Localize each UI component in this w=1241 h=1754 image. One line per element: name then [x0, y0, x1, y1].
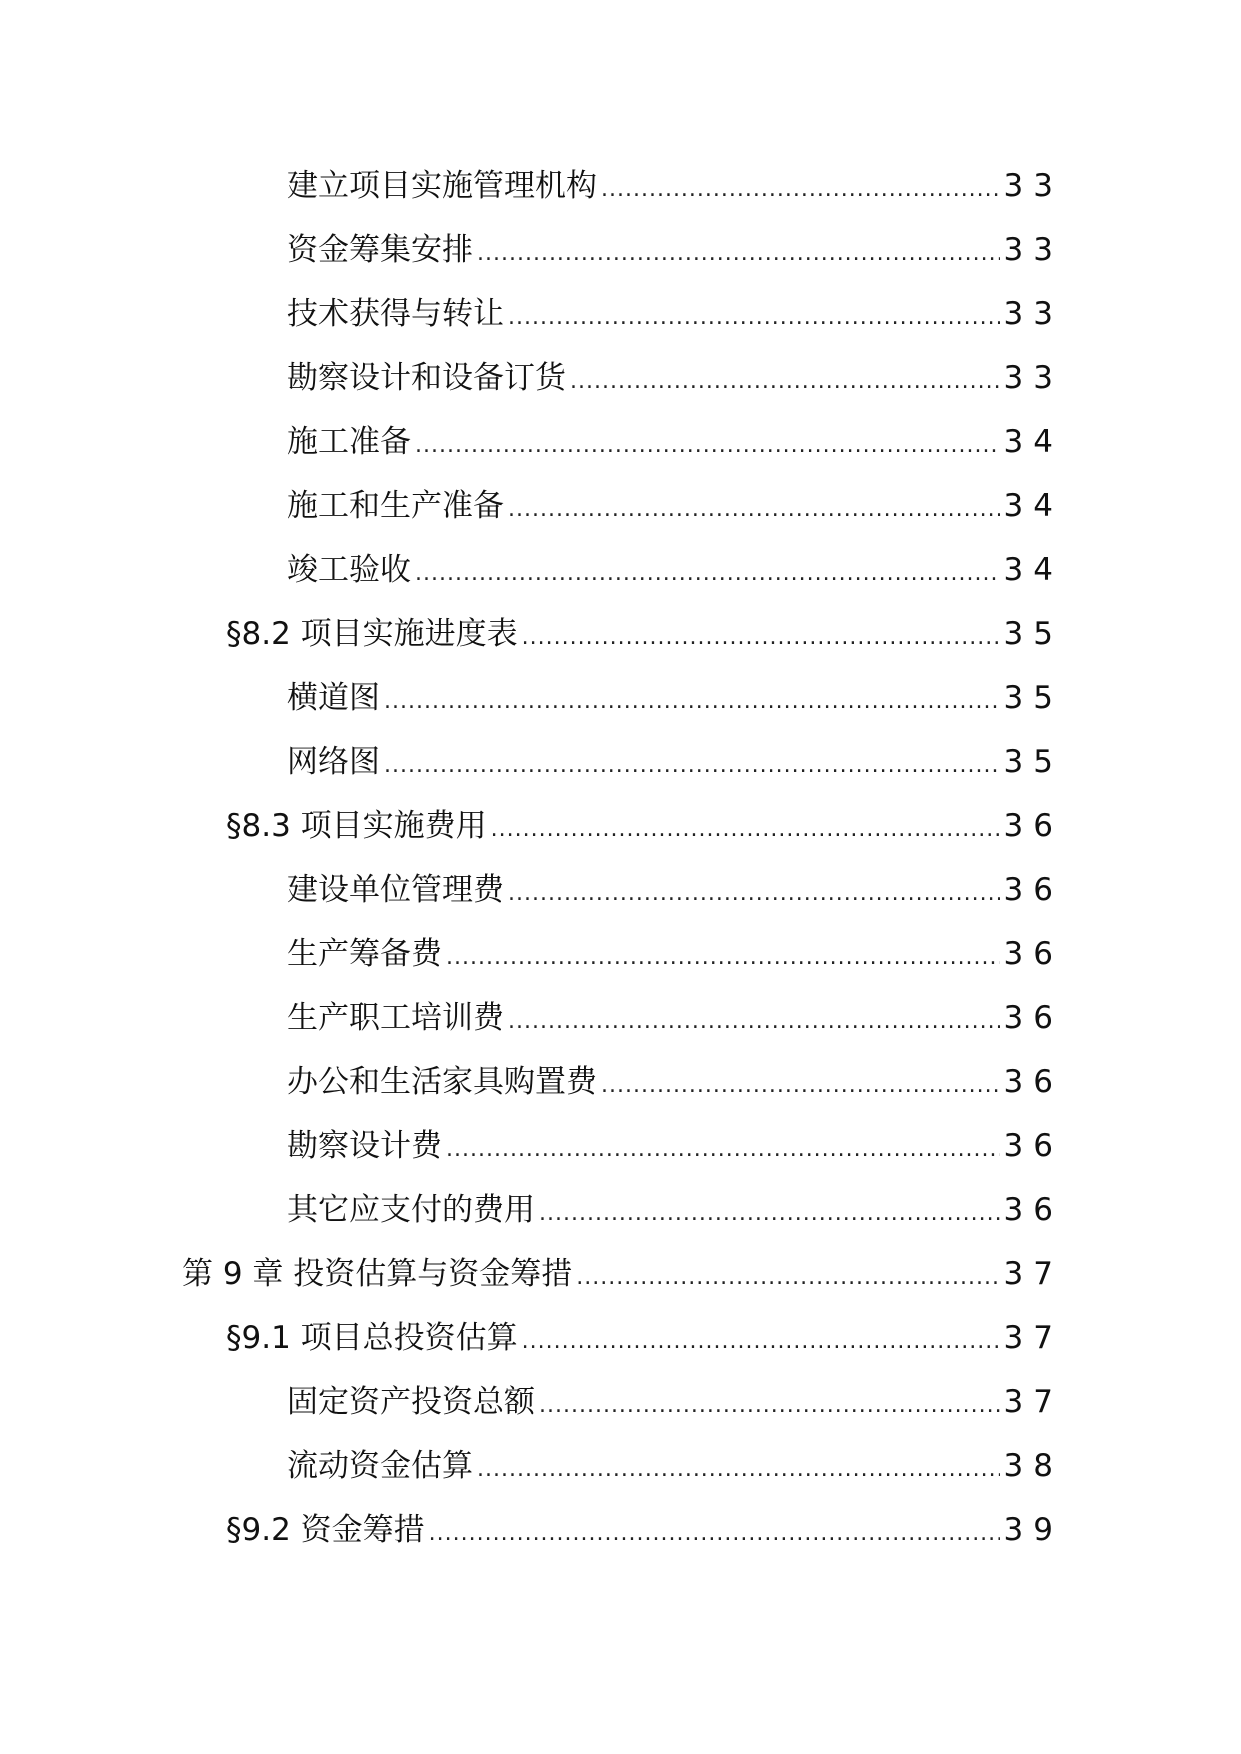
toc-dot-leader: [522, 618, 1000, 658]
toc-page-number: 36: [1003, 936, 1063, 972]
toc-dot-leader: [601, 170, 1000, 210]
toc-entry-title: 资金筹集安排: [287, 232, 473, 268]
toc-entry[interactable]: [287, 1062, 1063, 1102]
toc-entry[interactable]: [287, 358, 1063, 398]
toc-entry-title: 竣工验收: [287, 552, 411, 588]
toc-page-number: 37: [1003, 1320, 1063, 1356]
toc-chapter-entry[interactable]: [182, 1254, 1063, 1294]
toc-page-number: 34: [1003, 552, 1063, 588]
toc-page-number: 39: [1003, 1512, 1063, 1548]
toc-entry[interactable]: [287, 486, 1063, 526]
toc-dot-leader: [415, 426, 1000, 466]
toc-entry-title: 技术获得与转让: [287, 296, 504, 332]
toc-dot-leader: [508, 490, 1000, 530]
toc-dot-leader: [429, 1514, 1000, 1554]
toc-page-number: 36: [1003, 808, 1063, 844]
toc-section-entry[interactable]: [226, 806, 1063, 846]
toc-section-entry[interactable]: [226, 1510, 1063, 1550]
toc-dot-leader: [570, 362, 1000, 402]
toc-page-number: 35: [1003, 680, 1063, 716]
toc-entry[interactable]: [287, 230, 1063, 270]
toc-entry[interactable]: [287, 742, 1063, 782]
toc-entry[interactable]: [287, 1446, 1063, 1486]
toc-entry-title: 办公和生活家具购置费: [287, 1064, 597, 1100]
toc-dot-leader: [539, 1194, 1000, 1234]
toc-entry[interactable]: [287, 934, 1063, 974]
toc-entry-title: §9.2 资金筹措: [226, 1512, 425, 1548]
toc-page-number: 36: [1003, 1192, 1063, 1228]
toc-page-number: 33: [1003, 232, 1063, 268]
toc-entry[interactable]: [287, 550, 1063, 590]
toc-page-number: 34: [1003, 424, 1063, 460]
toc-section-entry[interactable]: [226, 614, 1063, 654]
toc-dot-leader: [446, 1130, 1000, 1170]
toc-entry-title: 建设单位管理费: [287, 872, 504, 908]
toc-entry-title: 生产筹备费: [287, 936, 442, 972]
toc-entry-title: 第 9 章 投资估算与资金筹措: [182, 1256, 573, 1292]
toc-page-number: 33: [1003, 168, 1063, 204]
toc-page-number: 36: [1003, 872, 1063, 908]
toc-section-entry[interactable]: [226, 1318, 1063, 1358]
toc-dot-leader: [539, 1386, 1000, 1426]
toc-dot-leader: [508, 874, 1000, 914]
toc-page-number: 36: [1003, 1000, 1063, 1036]
toc-page-number: 38: [1003, 1448, 1063, 1484]
toc-dot-leader: [384, 746, 1000, 786]
toc-entry-title: 横道图: [287, 680, 380, 716]
toc-entry-title: 固定资产投资总额: [287, 1384, 535, 1420]
toc-entry[interactable]: [287, 998, 1063, 1038]
toc-page-number: 33: [1003, 360, 1063, 396]
toc-entry-title: 勘察设计费: [287, 1128, 442, 1164]
toc-entry-title: 施工准备: [287, 424, 411, 460]
toc-page-number: 35: [1003, 744, 1063, 780]
toc-entry-title: 生产职工培训费: [287, 1000, 504, 1036]
toc-dot-leader: [491, 810, 1000, 850]
toc-dot-leader: [508, 1002, 1000, 1042]
toc-entry[interactable]: [287, 166, 1063, 206]
toc-page-number: 33: [1003, 296, 1063, 332]
toc-dot-leader: [477, 234, 1000, 274]
toc-dot-leader: [384, 682, 1000, 722]
toc-entry[interactable]: [287, 422, 1063, 462]
toc-entry-title: 其它应支付的费用: [287, 1192, 535, 1228]
toc-entry-title: §8.3 项目实施费用: [226, 808, 487, 844]
toc-entry-title: 勘察设计和设备订货: [287, 360, 566, 396]
toc-dot-leader: [522, 1322, 1000, 1362]
toc-dot-leader: [477, 1450, 1000, 1490]
toc-entry-title: §9.1 项目总投资估算: [226, 1320, 518, 1356]
toc-dot-leader: [508, 298, 1000, 338]
toc-entry-title: 建立项目实施管理机构: [287, 168, 597, 204]
toc-dot-leader: [601, 1066, 1000, 1106]
toc-dot-leader: [446, 938, 1000, 978]
toc-entry[interactable]: [287, 1190, 1063, 1230]
toc-dot-leader: [415, 554, 1000, 594]
toc-page-number: 37: [1003, 1384, 1063, 1420]
toc-page-number: 35: [1003, 616, 1063, 652]
toc-entry[interactable]: [287, 678, 1063, 718]
toc-entry-title: 流动资金估算: [287, 1448, 473, 1484]
toc-entry-title: 施工和生产准备: [287, 488, 504, 524]
toc-page-number: 37: [1003, 1256, 1063, 1292]
toc-entry[interactable]: [287, 294, 1063, 334]
toc-entry[interactable]: [287, 1126, 1063, 1166]
toc-page-number: 34: [1003, 488, 1063, 524]
toc-page-number: 36: [1003, 1064, 1063, 1100]
toc-entry-title: §8.2 项目实施进度表: [226, 616, 518, 652]
toc-entry[interactable]: [287, 1382, 1063, 1422]
toc-dot-leader: [576, 1258, 999, 1298]
toc-page-number: 36: [1003, 1128, 1063, 1164]
toc-entry[interactable]: [287, 870, 1063, 910]
toc-entry-title: 网络图: [287, 744, 380, 780]
